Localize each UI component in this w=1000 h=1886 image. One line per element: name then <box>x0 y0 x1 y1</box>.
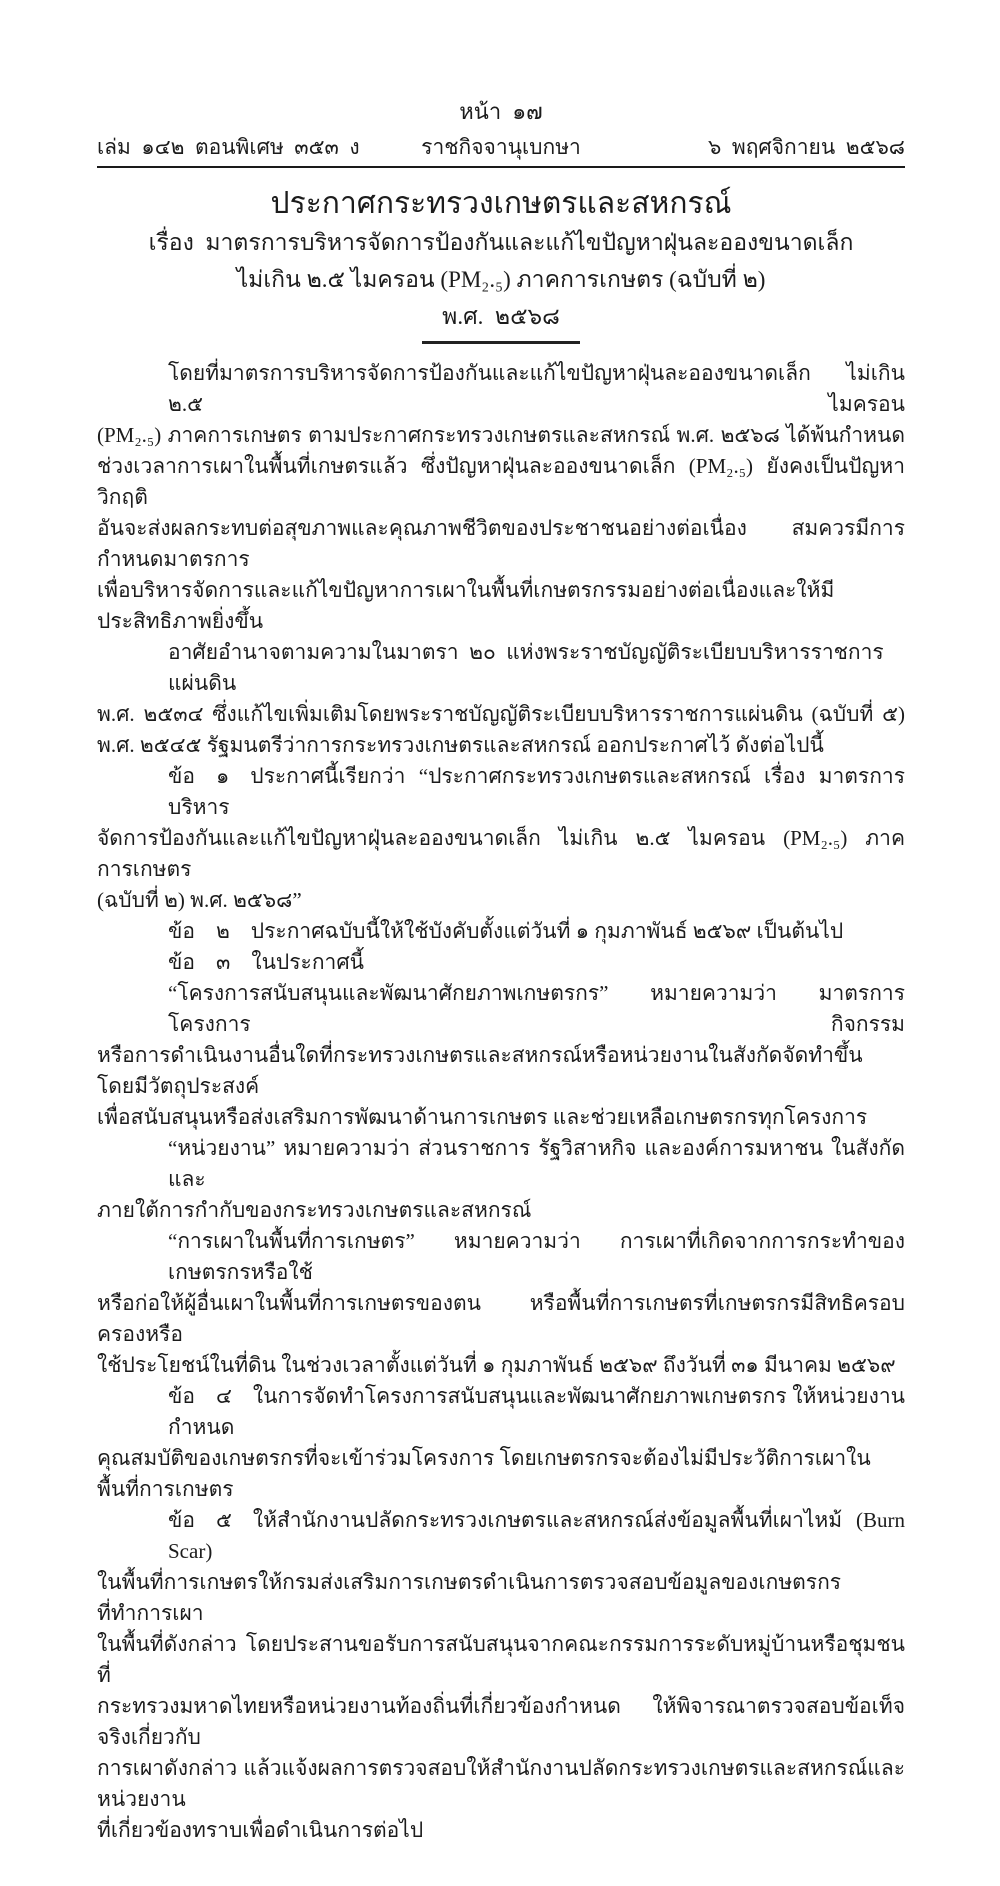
body-line: กระทรวงมหาดไทยหรือหน่วยงานท้องถิ่นที่เกี่ยวข้องกำหนด ให้พิจารณาตรวจสอบข้อเท็จจริงเกี่ยวกับ <box>97 1693 905 1749</box>
body-line: “โครงการสนับสนุนและพัฒนาศักยภาพเกษตรกร” หมายความว่า มาตรการ โครงการ กิจกรรม <box>168 980 905 1036</box>
masthead <box>97 134 905 160</box>
body-line: ภายใต้การกำกับของกระทรวงเกษตรและสหกรณ์ <box>97 1197 532 1222</box>
body-line: ข้อ ๓ ในประกาศนี้ <box>168 949 365 974</box>
subject-line-1: เรื่อง มาตรการบริหารจัดการป้องกันและแก้ไขปัญหาฝุ่นละอองขนาดเล็ก <box>148 230 854 255</box>
body-line: หรือก่อให้ผู้อื่นเผาในพื้นที่การเกษตรของตน หรือพื้นที่การเกษตรที่เกษตรกรมีสิทธิครอบครองหรือ <box>97 1290 905 1346</box>
body-line: ในพื้นที่ดังกล่าว โดยประสานขอรับการสนับสนุนจากคณะกรรมการระดับหมู่บ้านหรือชุมชนที่ <box>97 1631 905 1687</box>
body-line: “หน่วยงาน” หมายความว่า ส่วนราชการ รัฐวิสาหกิจ และองค์การมหาชน ในสังกัดและ <box>168 1135 905 1191</box>
body-line: คุณสมบัติของเกษตรกรที่จะเข้าร่วมโครงการ โดยเกษตรกรจะต้องไม่มีประวัติการเผาในพื้นที่การเกษตร <box>97 1445 871 1501</box>
body-line: ข้อ ๒ ประกาศฉบับนี้ให้ใช้บังคับตั้งแต่วันที่ ๑ กุมภาพันธ์ ๒๕๖๙ เป็นต้นไป <box>168 918 844 943</box>
body-line: ช่วงเวลาการเผาในพื้นที่เกษตรแล้ว ซึ่งปัญหาฝุ่นละอองขนาดเล็ก (PM₂.₅) ยังคงเป็นปัญหาวิกฤติ <box>97 453 905 509</box>
body-line: ที่เกี่ยวข้องทราบเพื่อดำเนินการต่อไป <box>97 1817 424 1842</box>
body-line: ข้อ ๔ ในการจัดทำโครงการสนับสนุนและพัฒนาศักยภาพเกษตรกร ให้หน่วยงานกำหนด <box>168 1383 905 1439</box>
page-number: หน้า ๑๗ <box>459 99 543 124</box>
body-line: (PM₂.₅) ภาคการเกษตร ตามประกาศกระทรวงเกษตรและสหกรณ์ พ.ศ. ๒๕๖๘ ได้พ้นกำหนด <box>97 422 905 447</box>
body-line: หรือการดำเนินงานอื่นใดที่กระทรวงเกษตรและสหกรณ์หรือหน่วยงานในสังกัดจัดทำขึ้น โดยมีวัตถุประสงค์ <box>97 1042 863 1098</box>
gazette-name: ราชกิจจานุเบกษา <box>421 135 581 159</box>
body-line: การเผาดังกล่าว แล้วแจ้งผลการตรวจสอบให้สำนักงานปลัดกระทรวงเกษตรและสหกรณ์และหน่วยงาน <box>97 1755 905 1811</box>
body-line: อาศัยอำนาจตามความในมาตรา ๒๐ แห่งพระราชบัญญัติระเบียบบริหารราชการแผ่นดิน <box>168 639 884 695</box>
issue-date: ๖ พฤศจิกายน ๒๕๖๘ <box>708 135 905 159</box>
body-line: เพื่อสนับสนุนหรือส่งเสริมการพัฒนาด้านการเกษตร และช่วยเหลือเกษตรกรทุกโครงการ <box>97 1104 868 1129</box>
body-line: จัดการป้องกันและแก้ไขปัญหาฝุ่นละอองขนาดเล็ก ไม่เกิน ๒.๕ ไมครอน (PM₂.₅) ภาคการเกษตร <box>97 825 905 881</box>
body-line: ในพื้นที่การเกษตรให้กรมส่งเสริมการเกษตรดำเนินการตรวจสอบข้อมูลของเกษตรกรที่ทำการเผา <box>97 1569 842 1625</box>
body-line: พ.ศ. ๒๕๓๔ ซึ่งแก้ไขเพิ่มเติมโดยพระราชบัญญัติระเบียบบริหารราชการแผ่นดิน (ฉบับที่ ๕) <box>97 701 905 726</box>
body-line: “การเผาในพื้นที่การเกษตร” หมายความว่า การเผาที่เกิดจากการกระทำของเกษตรกรหรือใช้ <box>168 1228 905 1284</box>
body-line: (ฉบับที่ ๒) พ.ศ. ๒๕๖๘” <box>97 887 302 912</box>
body-line: ใช้ประโยชน์ในที่ดิน ในช่วงเวลาตั้งแต่วันที่ ๑ กุมภาพันธ์ ๒๕๖๙ ถึงวันที่ ๓๑ มีนาคม ๒๕๖๙ <box>97 1352 896 1377</box>
body-line: อันจะส่งผลกระทบต่อสุขภาพและคุณภาพชีวิตของประชาชนอย่างต่อเนื่อง สมควรมีการกำหนดมาตรการ <box>97 515 905 571</box>
body-line: ข้อ ๕ ให้สำนักงานปลัดกระทรวงเกษตรและสหกรณ์ส่งข้อมูลพื้นที่เผาไหม้ (Burn Scar) <box>168 1507 905 1563</box>
body-line: พ.ศ. ๒๕๔๕ รัฐมนตรีว่าการกระทรวงเกษตรและสหกรณ์ ออกประกาศไว้ ดังต่อไปนี้ <box>97 732 824 757</box>
subject-line-2: ไม่เกิน ๒.๕ ไมครอน (PM₂.₅) ภาคการเกษตร (ฉบับที่ ๒) <box>236 267 766 292</box>
announcement-title: ประกาศกระทรวงเกษตรและสหกรณ์ <box>270 187 732 220</box>
header-rule <box>97 166 905 168</box>
title-block <box>97 184 905 344</box>
title-divider <box>422 341 580 344</box>
year-line: พ.ศ. ๒๕๖๘ <box>442 304 560 329</box>
body-line: ข้อ ๑ ประกาศนี้เรียกว่า “ประกาศกระทรวงเกษตรและสหกรณ์ เรื่อง มาตรการบริหาร <box>168 763 905 819</box>
body-line: เพื่อบริหารจัดการและแก้ไขปัญหาการเผาในพื้นที่เกษตรกรรมอย่างต่อเนื่องและให้มีประสิทธิภาพยิ่งขึ้น <box>97 577 835 633</box>
volume-info: เล่ม ๑๔๒ ตอนพิเศษ ๓๕๓ ง <box>97 135 360 159</box>
document-body <box>97 358 905 1846</box>
body-line: โดยที่มาตรการบริหารจัดการป้องกันและแก้ไขปัญหาฝุ่นละอองขนาดเล็ก ไม่เกิน ๒.๕ ไมครอน <box>168 360 905 416</box>
